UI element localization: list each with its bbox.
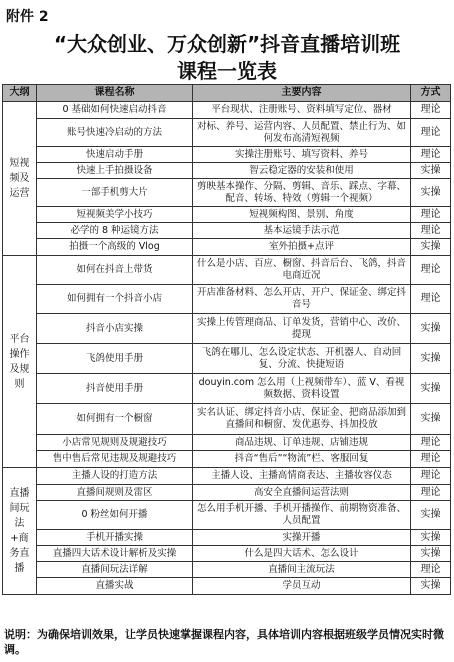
mode-cell: 实操	[411, 578, 451, 595]
table-row	[3, 435, 451, 451]
mode-cell: 理论	[411, 119, 451, 147]
page-subtitle: 课程一览表	[177, 59, 277, 83]
content-cell: 实操注册账号、填写资料、养号	[193, 147, 411, 163]
course-name-cell: 小店常见规则及规避技巧	[37, 435, 193, 451]
mode-cell: 实操	[411, 163, 451, 179]
table-row	[3, 344, 451, 374]
mode-cell: 实操	[411, 344, 451, 374]
mode-cell: 理论	[411, 285, 451, 314]
course-name-cell: 0 基础如何快速启动抖音	[37, 102, 193, 119]
mode-cell: 理论	[411, 468, 451, 485]
course-name-cell: 直播四大话术设计解析及实操	[37, 546, 193, 562]
course-name-cell: 短视频美学小技巧	[37, 207, 193, 223]
category-cell: 平台操作及规则	[3, 256, 37, 468]
table-header	[3, 85, 451, 102]
mode-cell: 理论	[411, 451, 451, 468]
content-cell: 商品违规、订单违规、店铺违规	[193, 435, 411, 451]
mode-cell: 理论	[411, 207, 451, 223]
table-row	[3, 163, 451, 179]
table-row	[3, 147, 451, 163]
content-cell: 室外拍摄+点评	[193, 239, 411, 256]
table-row	[3, 207, 451, 223]
content-cell: 飞鸽在哪儿、怎么设定状态、开机器人、自动回复、分流、快捷短语	[193, 344, 411, 374]
content-cell: 实操开播	[193, 530, 411, 546]
column-header-mode: 方式	[411, 85, 451, 102]
footnote: 说明：为确保培训效果，让学员快速掌握课程内容，具体培训内容根据班级学员情况实时微调。	[4, 628, 444, 656]
content-cell: 实名认证、绑定抖音小店、保证金、把商品添加到直播间和橱窗、发优惠券、抖加投放	[193, 404, 411, 435]
content-cell: 智云稳定器的安装和使用	[193, 163, 411, 179]
mode-cell: 实操	[411, 179, 451, 207]
course-name-cell: 直播间玩法详解	[37, 562, 193, 578]
mode-cell: 理论	[411, 485, 451, 501]
mode-cell: 实操	[411, 314, 451, 344]
content-cell: 短视频构图、景别、角度	[193, 207, 411, 223]
course-name-cell: 快速上手拍摄设备	[37, 163, 193, 179]
table-row	[3, 562, 451, 578]
mode-cell: 实操	[411, 404, 451, 435]
category-cell: 短视频及运营	[3, 102, 37, 256]
course-name-cell: 必学的 8 种运镜方法	[37, 223, 193, 239]
column-header-course: 课程名称	[37, 85, 193, 102]
column-header-content: 主要内容	[193, 85, 411, 102]
mode-cell: 理论	[411, 102, 451, 119]
course-name-cell: 直播间规则及雷区	[37, 485, 193, 501]
course-table	[2, 84, 451, 595]
course-name-cell: 抖音使用手册	[37, 374, 193, 404]
content-cell: 开店准备材料、怎么开店、开户、保证金、绑定抖音号	[193, 285, 411, 314]
content-cell: 什么是小店、百应、橱窗、抖音后台、飞鸽，抖音电商近况	[193, 256, 411, 285]
mode-cell: 理论	[411, 256, 451, 285]
content-cell: 学员互动	[193, 578, 411, 595]
course-name-cell: 如何拥有一个抖音小店	[37, 285, 193, 314]
mode-cell: 理论	[411, 147, 451, 163]
mode-cell: 理论	[411, 435, 451, 451]
course-name-cell: 如何拥有一个橱窗	[37, 404, 193, 435]
content-cell: 直播间主流玩法	[193, 562, 411, 578]
content-cell: 抖音“售后”“物流”栏、客服回复	[193, 451, 411, 468]
table-row	[3, 102, 451, 119]
table-row	[3, 119, 451, 147]
course-name-cell: 账号快速冷启动的方法	[37, 119, 193, 147]
content-cell: 实操上传管理商品、订单发货，营销中心、改价、提现	[193, 314, 411, 344]
table-row	[3, 179, 451, 207]
table-row	[3, 374, 451, 404]
mode-cell: 实操	[411, 374, 451, 404]
mode-cell: 实操	[411, 546, 451, 562]
content-cell: 主播人设、主播高情商表达、主播妆容仪态	[193, 468, 411, 485]
mode-cell: 实操	[411, 239, 451, 256]
table-row	[3, 546, 451, 562]
table-row	[3, 256, 451, 285]
table-row	[3, 530, 451, 546]
course-name-cell: 快速启动手册	[37, 147, 193, 163]
table-row	[3, 578, 451, 595]
table-row	[3, 468, 451, 485]
table-body	[3, 102, 451, 595]
course-name-cell: 0 粉丝如何开播	[37, 501, 193, 530]
attachment-label: 附件 2	[6, 9, 49, 25]
mode-cell: 理论	[411, 223, 451, 239]
mode-cell: 实操	[411, 501, 451, 530]
course-name-cell: 一部手机剪大片	[37, 179, 193, 207]
table-row	[3, 485, 451, 501]
table-row	[3, 285, 451, 314]
course-name-cell: 直播实战	[37, 578, 193, 595]
column-header-category: 大纲	[3, 85, 37, 102]
content-cell: 高安全直播间运营法则	[193, 485, 411, 501]
course-name-cell: 主播人设的打造方法	[37, 468, 193, 485]
content-cell: 剪映基本操作、分隔、剪辑、音乐、踩点、字幕、配音、转场、特效（剪辑一个视频）	[193, 179, 411, 207]
course-name-cell: 飞鸽使用手册	[37, 344, 193, 374]
table-row	[3, 239, 451, 256]
table-row	[3, 501, 451, 530]
content-cell: 对标、养号、运营内容、人员配置、禁止行为、如何发布高清短视频	[193, 119, 411, 147]
course-name-cell: 如何在抖音上带货	[37, 256, 193, 285]
course-name-cell: 抖音小店实操	[37, 314, 193, 344]
content-cell: 怎么用手机开播、手机开播操作、前期物资准备、人员配置	[193, 501, 411, 530]
table-row	[3, 404, 451, 435]
table-row	[3, 223, 451, 239]
course-name-cell: 手机开播实操	[37, 530, 193, 546]
table-row	[3, 451, 451, 468]
page-title: “大众创业、万众创新”抖音直播培训班	[53, 32, 401, 56]
content-cell: 什么是四大话术、怎么设计	[193, 546, 411, 562]
content-cell: douyin.com 怎么用（上视频带车）、蓝 V、看视频数据、资料设置	[193, 374, 411, 404]
mode-cell: 实操	[411, 530, 451, 546]
mode-cell: 理论	[411, 562, 451, 578]
course-name-cell: 售中售后常见违规及规避技巧	[37, 451, 193, 468]
category-cell: 直播间玩法+商务直播	[3, 468, 37, 595]
table-row	[3, 314, 451, 344]
course-name-cell: 拍摄一个高级的 Vlog	[37, 239, 193, 256]
content-cell: 基本运镜手法示范	[193, 223, 411, 239]
content-cell: 平台现状、注册账号、资料填写定位、器材	[193, 102, 411, 119]
